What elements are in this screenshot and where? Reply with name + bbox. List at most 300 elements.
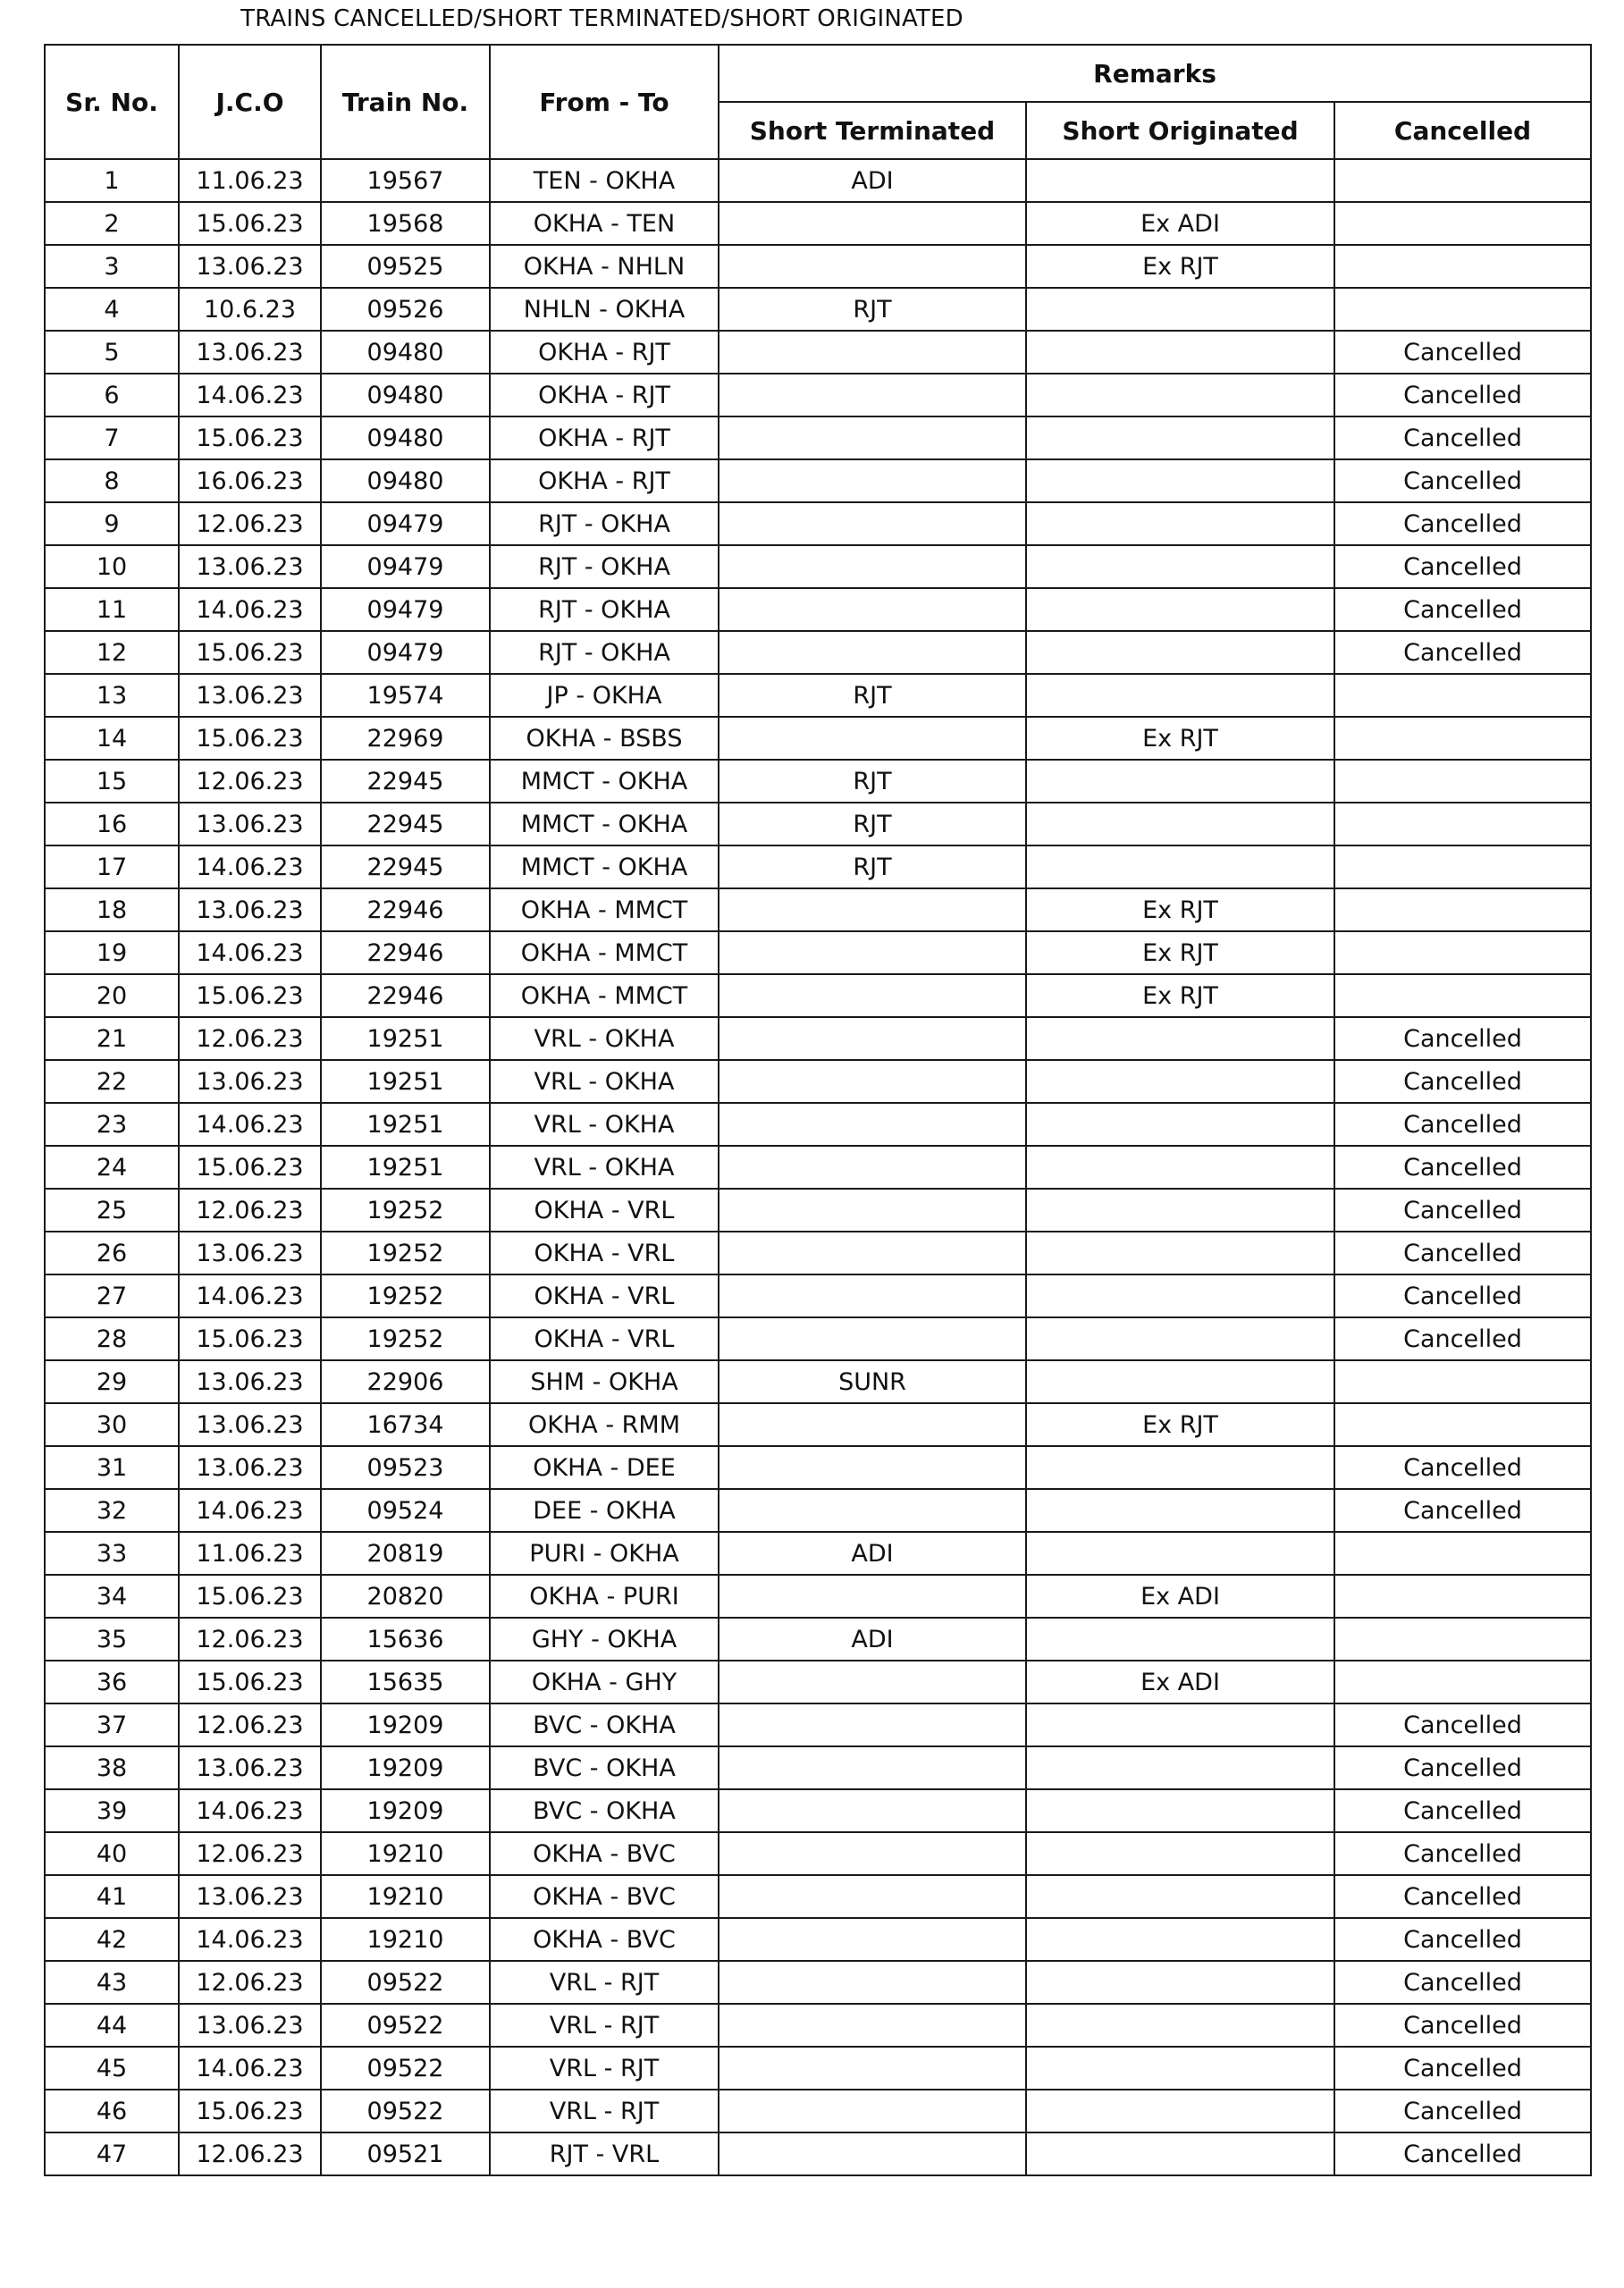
cell-short-originated: Ex RJT [1026, 1403, 1334, 1446]
cell-train-no: 22946 [321, 931, 490, 974]
cell-short-terminated [719, 374, 1026, 416]
table-row [45, 159, 1591, 202]
cell-short-originated [1026, 1317, 1334, 1360]
cell-cancelled [1334, 803, 1591, 845]
cell-from-to: RJT - OKHA [490, 502, 719, 545]
cell-cancelled [1334, 1618, 1591, 1661]
table-row [45, 803, 1591, 845]
cell-sr-no: 18 [45, 888, 179, 931]
cell-cancelled [1334, 845, 1591, 888]
cell-short-terminated: SUNR [719, 1360, 1026, 1403]
cell-train-no: 15636 [321, 1618, 490, 1661]
cell-jco-date: 16.06.23 [179, 459, 321, 502]
cell-train-no: 09479 [321, 502, 490, 545]
cell-short-originated: Ex RJT [1026, 888, 1334, 931]
cell-train-no: 15635 [321, 1661, 490, 1703]
cell-sr-no: 33 [45, 1532, 179, 1575]
cell-from-to: MMCT - OKHA [490, 845, 719, 888]
cell-from-to: OKHA - MMCT [490, 888, 719, 931]
cell-train-no: 19568 [321, 202, 490, 245]
cell-from-to: OKHA - PURI [490, 1575, 719, 1618]
cell-jco-date: 13.06.23 [179, 674, 321, 717]
cell-jco-date: 12.06.23 [179, 760, 321, 803]
table-row [45, 1918, 1591, 1961]
cell-short-terminated [719, 1274, 1026, 1317]
cell-from-to: OKHA - MMCT [490, 974, 719, 1017]
cell-short-terminated [719, 1703, 1026, 1746]
table-row [45, 1746, 1591, 1789]
cell-cancelled: Cancelled [1334, 1232, 1591, 1274]
table-row [45, 845, 1591, 888]
cell-from-to: MMCT - OKHA [490, 760, 719, 803]
table-row [45, 1017, 1591, 1060]
cell-sr-no: 36 [45, 1661, 179, 1703]
cell-short-originated: Ex ADI [1026, 1661, 1334, 1703]
cell-train-no: 19210 [321, 1918, 490, 1961]
cell-jco-date: 15.06.23 [179, 974, 321, 1017]
cell-cancelled: Cancelled [1334, 2132, 1591, 2175]
table-row [45, 1575, 1591, 1618]
cell-short-originated [1026, 2132, 1334, 2175]
cell-cancelled [1334, 760, 1591, 803]
cell-from-to: BVC - OKHA [490, 1789, 719, 1832]
cell-train-no: 09524 [321, 1489, 490, 1532]
cell-short-originated [1026, 1618, 1334, 1661]
table-row [45, 202, 1591, 245]
cell-short-terminated [719, 1317, 1026, 1360]
table-row [45, 245, 1591, 288]
cell-sr-no: 30 [45, 1403, 179, 1446]
cell-train-no: 19210 [321, 1832, 490, 1875]
cell-short-originated [1026, 1532, 1334, 1575]
cell-train-no: 19210 [321, 1875, 490, 1918]
cell-cancelled: Cancelled [1334, 1489, 1591, 1532]
cell-train-no: 19251 [321, 1103, 490, 1146]
cell-short-terminated [719, 1403, 1026, 1446]
cell-short-originated [1026, 374, 1334, 416]
cell-from-to: VRL - OKHA [490, 1060, 719, 1103]
table-row [45, 1146, 1591, 1189]
cell-jco-date: 14.06.23 [179, 1103, 321, 1146]
table-row [45, 1875, 1591, 1918]
cell-sr-no: 5 [45, 331, 179, 374]
cell-cancelled [1334, 245, 1591, 288]
cell-short-originated [1026, 502, 1334, 545]
cell-from-to: VRL - RJT [490, 2090, 719, 2132]
cell-short-terminated [719, 1575, 1026, 1618]
cell-from-to: OKHA - TEN [490, 202, 719, 245]
cell-short-originated [1026, 1146, 1334, 1189]
table-row [45, 974, 1591, 1017]
cell-jco-date: 14.06.23 [179, 931, 321, 974]
cell-short-originated: Ex RJT [1026, 717, 1334, 760]
cell-sr-no: 39 [45, 1789, 179, 1832]
cell-short-originated [1026, 845, 1334, 888]
cell-cancelled: Cancelled [1334, 2004, 1591, 2047]
cell-from-to: BVC - OKHA [490, 1746, 719, 1789]
cell-sr-no: 4 [45, 288, 179, 331]
cell-train-no: 19252 [321, 1274, 490, 1317]
cell-short-terminated: RJT [719, 803, 1026, 845]
cell-from-to: OKHA - MMCT [490, 931, 719, 974]
cell-train-no: 09521 [321, 2132, 490, 2175]
cell-train-no: 09479 [321, 545, 490, 588]
cell-short-terminated: RJT [719, 674, 1026, 717]
table-row [45, 1103, 1591, 1146]
header-cancelled: Cancelled [1334, 102, 1591, 159]
cell-jco-date: 12.06.23 [179, 1832, 321, 1875]
table-row [45, 502, 1591, 545]
cell-short-originated [1026, 2047, 1334, 2090]
cell-jco-date: 10.6.23 [179, 288, 321, 331]
cell-short-terminated [719, 1146, 1026, 1189]
cell-short-terminated [719, 1017, 1026, 1060]
table-row [45, 2090, 1591, 2132]
cell-short-originated: Ex RJT [1026, 931, 1334, 974]
cell-sr-no: 40 [45, 1832, 179, 1875]
cell-cancelled [1334, 717, 1591, 760]
cell-jco-date: 15.06.23 [179, 717, 321, 760]
cell-sr-no: 15 [45, 760, 179, 803]
cell-jco-date: 12.06.23 [179, 1017, 321, 1060]
table-row [45, 760, 1591, 803]
cell-train-no: 22969 [321, 717, 490, 760]
cell-from-to: JP - OKHA [490, 674, 719, 717]
cell-train-no: 22946 [321, 974, 490, 1017]
cell-from-to: VRL - RJT [490, 2004, 719, 2047]
table-row [45, 545, 1591, 588]
cell-jco-date: 13.06.23 [179, 1446, 321, 1489]
cell-short-terminated [719, 1746, 1026, 1789]
cell-train-no: 09523 [321, 1446, 490, 1489]
cell-jco-date: 12.06.23 [179, 1961, 321, 2004]
cell-sr-no: 6 [45, 374, 179, 416]
cell-sr-no: 9 [45, 502, 179, 545]
cell-jco-date: 14.06.23 [179, 1789, 321, 1832]
cell-short-terminated [719, 1832, 1026, 1875]
cell-short-terminated [719, 545, 1026, 588]
cell-train-no: 09480 [321, 459, 490, 502]
cell-from-to: OKHA - BVC [490, 1832, 719, 1875]
cell-from-to: NHLN - OKHA [490, 288, 719, 331]
cell-train-no: 22945 [321, 803, 490, 845]
cell-from-to: PURI - OKHA [490, 1532, 719, 1575]
table-row [45, 931, 1591, 974]
cell-cancelled: Cancelled [1334, 1317, 1591, 1360]
cell-short-terminated: ADI [719, 1532, 1026, 1575]
cell-short-originated [1026, 2004, 1334, 2047]
cell-cancelled [1334, 974, 1591, 1017]
cell-sr-no: 21 [45, 1017, 179, 1060]
cell-cancelled [1334, 888, 1591, 931]
cell-train-no: 19209 [321, 1789, 490, 1832]
cell-short-terminated [719, 459, 1026, 502]
cell-train-no: 19252 [321, 1232, 490, 1274]
cell-train-no: 20820 [321, 1575, 490, 1618]
cell-cancelled [1334, 931, 1591, 974]
cell-sr-no: 14 [45, 717, 179, 760]
cell-sr-no: 3 [45, 245, 179, 288]
cell-from-to: VRL - OKHA [490, 1103, 719, 1146]
cell-short-terminated: RJT [719, 288, 1026, 331]
cell-jco-date: 13.06.23 [179, 1746, 321, 1789]
cell-short-terminated: ADI [719, 159, 1026, 202]
cell-short-originated [1026, 760, 1334, 803]
cell-sr-no: 42 [45, 1918, 179, 1961]
cell-cancelled: Cancelled [1334, 459, 1591, 502]
cell-sr-no: 28 [45, 1317, 179, 1360]
cell-jco-date: 12.06.23 [179, 502, 321, 545]
cell-from-to: RJT - OKHA [490, 588, 719, 631]
cell-short-terminated: ADI [719, 1618, 1026, 1661]
header-short-terminated: Short Terminated [719, 102, 1026, 159]
cell-train-no: 20819 [321, 1532, 490, 1575]
cell-from-to: OKHA - RJT [490, 374, 719, 416]
cell-from-to: SHM - OKHA [490, 1360, 719, 1403]
cell-cancelled [1334, 1360, 1591, 1403]
cell-cancelled [1334, 674, 1591, 717]
cell-cancelled: Cancelled [1334, 502, 1591, 545]
cell-short-originated [1026, 2090, 1334, 2132]
cell-cancelled: Cancelled [1334, 1918, 1591, 1961]
table-row [45, 2004, 1591, 2047]
cell-short-terminated [719, 2090, 1026, 2132]
cell-cancelled: Cancelled [1334, 1875, 1591, 1918]
cell-from-to: MMCT - OKHA [490, 803, 719, 845]
cell-cancelled [1334, 202, 1591, 245]
table-row [45, 1189, 1591, 1232]
cell-from-to: OKHA - RJT [490, 331, 719, 374]
cell-short-originated: Ex RJT [1026, 974, 1334, 1017]
cell-jco-date: 11.06.23 [179, 1532, 321, 1575]
cell-jco-date: 15.06.23 [179, 1661, 321, 1703]
table-row [45, 1789, 1591, 1832]
table-body [45, 159, 1591, 2175]
cell-cancelled: Cancelled [1334, 588, 1591, 631]
cell-short-originated [1026, 1746, 1334, 1789]
table-header [45, 45, 1591, 159]
table-row [45, 288, 1591, 331]
page-title: TRAINS CANCELLED/SHORT TERMINATED/SHORT ORIGINATED [240, 5, 963, 32]
header-remarks: Remarks [719, 45, 1591, 102]
cell-short-terminated [719, 2047, 1026, 2090]
table-row [45, 674, 1591, 717]
cell-short-terminated [719, 1189, 1026, 1232]
cell-short-terminated: RJT [719, 760, 1026, 803]
table-row [45, 1274, 1591, 1317]
cell-jco-date: 12.06.23 [179, 1618, 321, 1661]
cell-from-to: OKHA - NHLN [490, 245, 719, 288]
cell-sr-no: 16 [45, 803, 179, 845]
header-train-no: Train No. [321, 45, 490, 159]
cell-sr-no: 19 [45, 931, 179, 974]
cell-short-originated: Ex RJT [1026, 245, 1334, 288]
cell-train-no: 19251 [321, 1146, 490, 1189]
cell-from-to: OKHA - DEE [490, 1446, 719, 1489]
cell-short-originated [1026, 1832, 1334, 1875]
cell-jco-date: 13.06.23 [179, 803, 321, 845]
header-jco: J.C.O [179, 45, 321, 159]
cell-jco-date: 14.06.23 [179, 374, 321, 416]
cell-train-no: 22946 [321, 888, 490, 931]
cell-cancelled: Cancelled [1334, 374, 1591, 416]
header-short-originated: Short Originated [1026, 102, 1334, 159]
cell-short-originated [1026, 803, 1334, 845]
cell-jco-date: 15.06.23 [179, 416, 321, 459]
cell-sr-no: 23 [45, 1103, 179, 1146]
cell-short-terminated [719, 331, 1026, 374]
cell-sr-no: 26 [45, 1232, 179, 1274]
table-row [45, 2132, 1591, 2175]
table-row [45, 459, 1591, 502]
cell-sr-no: 13 [45, 674, 179, 717]
table-row [45, 1489, 1591, 1532]
cell-train-no: 09522 [321, 2090, 490, 2132]
cell-short-terminated [719, 1789, 1026, 1832]
cell-cancelled: Cancelled [1334, 1274, 1591, 1317]
cell-sr-no: 37 [45, 1703, 179, 1746]
table-row [45, 717, 1591, 760]
cell-from-to: VRL - RJT [490, 1961, 719, 2004]
cell-sr-no: 2 [45, 202, 179, 245]
cell-sr-no: 8 [45, 459, 179, 502]
table-row [45, 1060, 1591, 1103]
cell-train-no: 19574 [321, 674, 490, 717]
cell-jco-date: 13.06.23 [179, 245, 321, 288]
cell-train-no: 09522 [321, 2004, 490, 2047]
cell-jco-date: 13.06.23 [179, 1403, 321, 1446]
cell-short-originated [1026, 1961, 1334, 2004]
cell-short-terminated [719, 1918, 1026, 1961]
cell-jco-date: 12.06.23 [179, 2132, 321, 2175]
cell-from-to: VRL - OKHA [490, 1017, 719, 1060]
cell-cancelled: Cancelled [1334, 1017, 1591, 1060]
cell-train-no: 22945 [321, 760, 490, 803]
cell-sr-no: 46 [45, 2090, 179, 2132]
table-row [45, 1403, 1591, 1446]
cell-short-terminated [719, 416, 1026, 459]
cell-jco-date: 14.06.23 [179, 1274, 321, 1317]
cell-jco-date: 15.06.23 [179, 202, 321, 245]
cell-sr-no: 17 [45, 845, 179, 888]
cell-sr-no: 35 [45, 1618, 179, 1661]
cell-jco-date: 13.06.23 [179, 1060, 321, 1103]
cell-jco-date: 13.06.23 [179, 2004, 321, 2047]
cell-from-to: VRL - RJT [490, 2047, 719, 2090]
cell-sr-no: 45 [45, 2047, 179, 2090]
cell-cancelled [1334, 288, 1591, 331]
cell-from-to: OKHA - RJT [490, 416, 719, 459]
table-row [45, 1446, 1591, 1489]
cell-cancelled: Cancelled [1334, 545, 1591, 588]
cell-short-terminated [719, 1961, 1026, 2004]
cell-short-originated: Ex ADI [1026, 202, 1334, 245]
cell-jco-date: 14.06.23 [179, 845, 321, 888]
cell-short-terminated [719, 245, 1026, 288]
table-row [45, 416, 1591, 459]
cell-short-terminated [719, 1103, 1026, 1146]
cell-cancelled: Cancelled [1334, 1832, 1591, 1875]
cell-jco-date: 13.06.23 [179, 545, 321, 588]
cell-short-terminated [719, 2132, 1026, 2175]
cell-short-terminated [719, 1060, 1026, 1103]
cell-jco-date: 14.06.23 [179, 588, 321, 631]
cell-cancelled: Cancelled [1334, 1060, 1591, 1103]
cell-sr-no: 20 [45, 974, 179, 1017]
cell-from-to: OKHA - BSBS [490, 717, 719, 760]
cell-jco-date: 14.06.23 [179, 1489, 321, 1532]
cell-jco-date: 12.06.23 [179, 1703, 321, 1746]
cell-short-originated [1026, 331, 1334, 374]
cell-jco-date: 13.06.23 [179, 1232, 321, 1274]
cell-cancelled: Cancelled [1334, 631, 1591, 674]
cell-train-no: 19567 [321, 159, 490, 202]
table-row [45, 1661, 1591, 1703]
cell-jco-date: 15.06.23 [179, 631, 321, 674]
cell-from-to: OKHA - VRL [490, 1232, 719, 1274]
cell-cancelled: Cancelled [1334, 2047, 1591, 2090]
cell-train-no: 09479 [321, 631, 490, 674]
cell-short-originated: Ex ADI [1026, 1575, 1334, 1618]
cell-cancelled [1334, 1532, 1591, 1575]
cell-sr-no: 10 [45, 545, 179, 588]
cell-sr-no: 31 [45, 1446, 179, 1489]
cell-jco-date: 14.06.23 [179, 1918, 321, 1961]
cell-from-to: TEN - OKHA [490, 159, 719, 202]
cell-sr-no: 32 [45, 1489, 179, 1532]
cell-train-no: 19252 [321, 1189, 490, 1232]
cell-from-to: GHY - OKHA [490, 1618, 719, 1661]
cell-train-no: 22906 [321, 1360, 490, 1403]
cell-short-originated [1026, 674, 1334, 717]
cell-from-to: OKHA - BVC [490, 1875, 719, 1918]
table-row [45, 1618, 1591, 1661]
cell-jco-date: 13.06.23 [179, 888, 321, 931]
cell-jco-date: 14.06.23 [179, 2047, 321, 2090]
cell-short-terminated [719, 1875, 1026, 1918]
cell-train-no: 09480 [321, 331, 490, 374]
cell-train-no: 19252 [321, 1317, 490, 1360]
cell-jco-date: 11.06.23 [179, 159, 321, 202]
cell-sr-no: 44 [45, 2004, 179, 2047]
cell-short-terminated [719, 1489, 1026, 1532]
cell-cancelled: Cancelled [1334, 1189, 1591, 1232]
cell-cancelled: Cancelled [1334, 1961, 1591, 2004]
table-row [45, 1532, 1591, 1575]
cell-train-no: 09522 [321, 1961, 490, 2004]
cell-train-no: 09480 [321, 374, 490, 416]
cell-cancelled: Cancelled [1334, 1789, 1591, 1832]
cell-cancelled: Cancelled [1334, 1146, 1591, 1189]
cell-train-no: 09522 [321, 2047, 490, 2090]
cell-from-to: OKHA - VRL [490, 1274, 719, 1317]
cell-short-terminated [719, 1661, 1026, 1703]
cell-cancelled: Cancelled [1334, 1703, 1591, 1746]
cell-sr-no: 1 [45, 159, 179, 202]
table-row [45, 331, 1591, 374]
cell-train-no: 19251 [321, 1060, 490, 1103]
cell-train-no: 19209 [321, 1746, 490, 1789]
cell-cancelled: Cancelled [1334, 1746, 1591, 1789]
cell-sr-no: 27 [45, 1274, 179, 1317]
cell-short-originated [1026, 288, 1334, 331]
trains-table [44, 44, 1592, 2176]
cell-train-no: 22945 [321, 845, 490, 888]
cell-short-originated [1026, 1060, 1334, 1103]
cell-cancelled: Cancelled [1334, 416, 1591, 459]
table-row [45, 1703, 1591, 1746]
cell-cancelled [1334, 159, 1591, 202]
